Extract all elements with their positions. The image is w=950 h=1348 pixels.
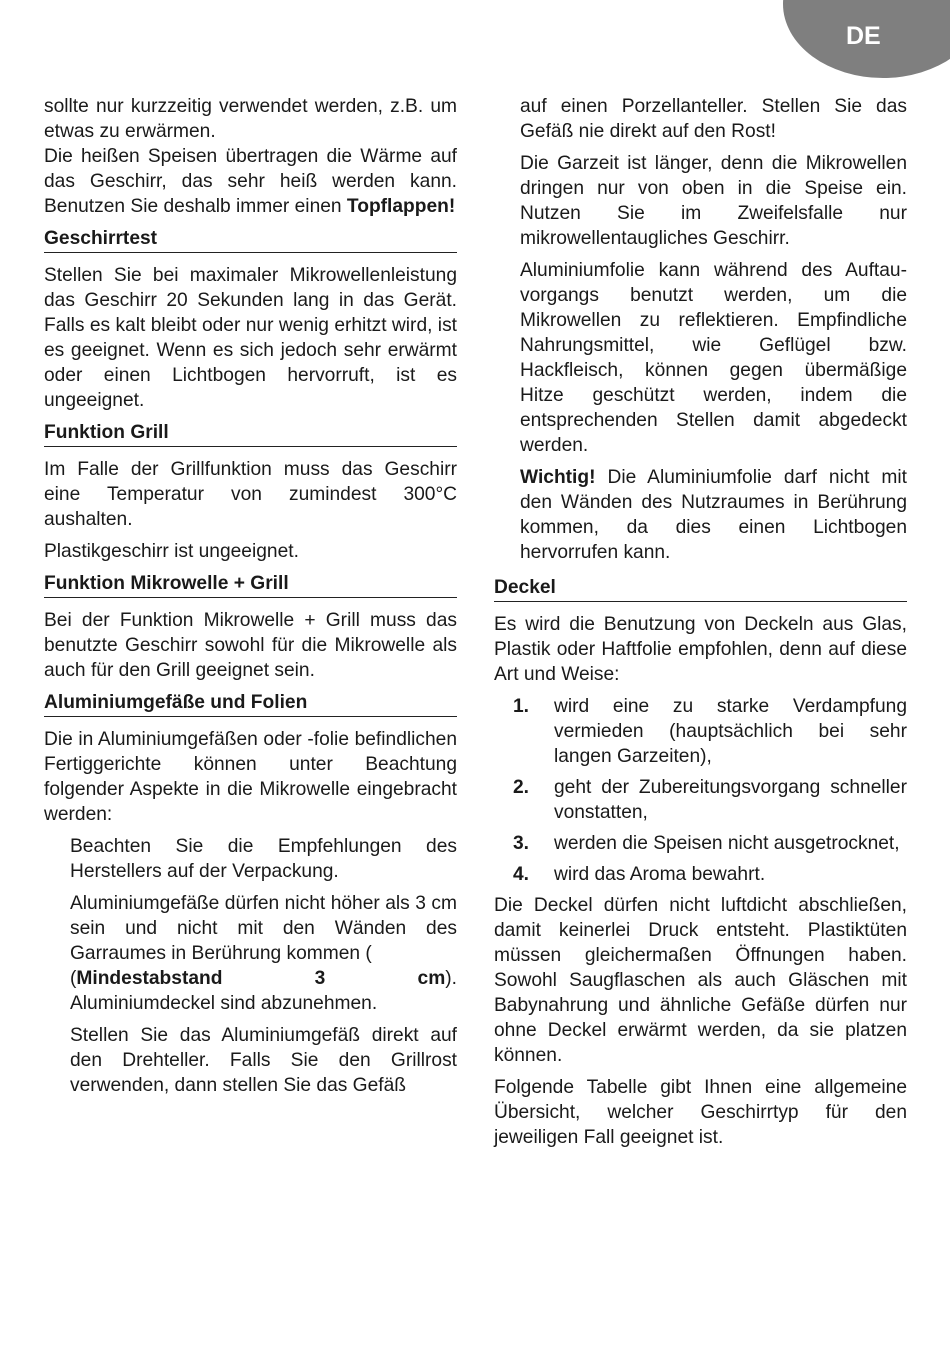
alu-foil-note: Aluminiumfolie kann während des Auftau-vorgangs benutzt werden, um die Mikrowellen zu reflektieren. Empfindliche Nahrungsmittel, wie Geflügel bzw. Hackfleisch, können gegen übermäßige Hitze geschützt werden, indem die entsprechenden Stellen damit abgedeckt werden. — [520, 260, 907, 456]
alu-item-2 — [70, 891, 457, 1016]
language-badge-label: DE — [846, 22, 881, 50]
alu-intro: Die in Aluminiumgefäßen oder -folie befindlichen Fertiggerichte können unter Beachtung folgender Aspekte in die Mikrowelle eingebracht werden: — [44, 729, 457, 825]
intro-paragraph-1: sollte nur kurzzeitig verwendet werden, z.B. um etwas zu erwärmen. — [44, 96, 457, 142]
list-item-text: werden die Speisen nicht ausgetrocknet, — [554, 833, 900, 854]
mindestabstand-unit: cm — [417, 968, 446, 989]
mindestabstand-value: 3 — [314, 968, 326, 989]
geschirrtest-body: Stellen Sie bei maximaler Mikrowellenleistung das Geschirr 20 Sekunden lang in das Gerät. Falls es kalt bleibt oder nur wenig erhitzt wird, ist es geeignet. Wenn es sich jedoch sehr erwärmt oder einen Lichtbogen hervorruft, ist es ungeeignet. — [44, 265, 457, 411]
deckel-paragraph-1: Die Deckel dürfen nicht luftdicht abschließen, damit keinerlei Druck entsteht. Plastiktüten müssen gleichermaßen Öffnungen haben. Sowohl Saugflaschen als auch Gläschen mit Babynahrung und ähnliche Gefäße dürfen nur ohne Deckel erwärmt werden, da sie platzen können. — [494, 895, 907, 1066]
right-column — [494, 94, 907, 1157]
heading-aluminiumgefaesse: Aluminiumgefäße und Folien — [44, 690, 457, 717]
alu-item-2-bold-line: (Mindestabstand 3 cm). — [70, 968, 457, 989]
grill-paragraph-2: Plastikgeschirr ist ungeeignet. — [44, 541, 299, 562]
list-item — [494, 831, 907, 856]
intro-paragraph-2-text: Die heißen Speisen übertragen die Wärme auf das Geschirr, das sehr heiß werden kann. Benutzen Sie deshalb immer einen — [44, 146, 457, 217]
combo-body: Bei der Funktion Mikrowelle + Grill muss das benutzte Geschirr sowohl für die Mikrowelle als auch für den Grill geeignet sein. — [44, 610, 457, 681]
alu-item-3: Stellen Sie das Aluminiumgefäß direkt auf den Drehteller. Falls Sie den Grillrost verwenden, dann stellen Sie das Gefäß — [70, 1025, 457, 1096]
alu-item-2-close: ). — [445, 968, 457, 989]
list-item-number: 1. — [513, 696, 530, 717]
left-column — [44, 94, 457, 1105]
warning-paragraph — [520, 465, 907, 565]
intro-paragraph-2-bold: Topflappen! — [346, 196, 456, 217]
deckel-benefits-list — [494, 694, 907, 887]
deckel-intro: Es wird die Benutzung von Deckeln aus Glas, Plastik oder Haftfolie empfohlen, denn auf diese Art und Weise: — [494, 614, 907, 685]
alu-item-3-continued: auf einen Porzellanteller. Stellen Sie das Gefäß nie direkt auf den Rost! — [520, 96, 907, 142]
deckel-paragraph-2: Folgende Tabelle gibt Ihnen eine allgemeine Übersicht, welcher Geschirrtyp für den jeweiligen Fall geeignet ist. — [494, 1077, 907, 1148]
warning-text: Die Aluminiumfolie darf nicht mit den Wänden des Nutzraumes in Berührung kommen, da dies einen Lichtbogen hervorrufen kann. — [520, 467, 907, 563]
warning-label: Wichtig! — [520, 467, 596, 488]
list-item — [494, 775, 907, 825]
grill-paragraph-1: Im Falle der Grillfunktion muss das Geschirr eine Temperatur von zumindest 300°C aushalten. — [44, 459, 457, 530]
list-item-number: 3. — [513, 833, 530, 854]
alu-cooking-time-note: Die Garzeit ist länger, denn die Mikrowellen dringen nur von oben in die Speise ein. Nutzen Sie im Zweifelsfalle nur mikrowellentaugliches Geschirr. — [520, 153, 907, 249]
list-item-text: wird eine zu starke Verdampfung vermieden (hauptsächlich bei sehr langen Garzeiten), — [554, 696, 907, 767]
list-item-number: 2. — [513, 777, 530, 798]
heading-funktion-grill: Funktion Grill — [44, 420, 457, 447]
list-item — [494, 862, 907, 887]
alu-item-2-text: Aluminiumgefäße dürfen nicht höher als 3 cm sein und nicht mit den Wänden des Garraumes in Berührung kommen ( — [70, 893, 457, 964]
list-item — [494, 694, 907, 769]
heading-geschirrtest: Geschirrtest — [44, 226, 457, 253]
alu-item-1: Beachten Sie die Empfehlungen des Herstellers auf der Verpackung. — [70, 836, 457, 882]
list-item-number: 4. — [513, 864, 530, 885]
alu-item-2-lid: Aluminiumdeckel sind abzunehmen. — [70, 993, 378, 1014]
intro-paragraph-2 — [44, 144, 457, 219]
heading-deckel: Deckel — [494, 575, 907, 602]
list-item-text: wird das Aroma bewahrt. — [554, 864, 766, 885]
heading-funktion-mikrowelle-grill: Funktion Mikrowelle + Grill — [44, 571, 457, 598]
list-item-text: geht der Zubereitungsvorgang schneller vonstatten, — [554, 777, 907, 823]
mindestabstand-label: Mindestabstand — [76, 968, 223, 989]
